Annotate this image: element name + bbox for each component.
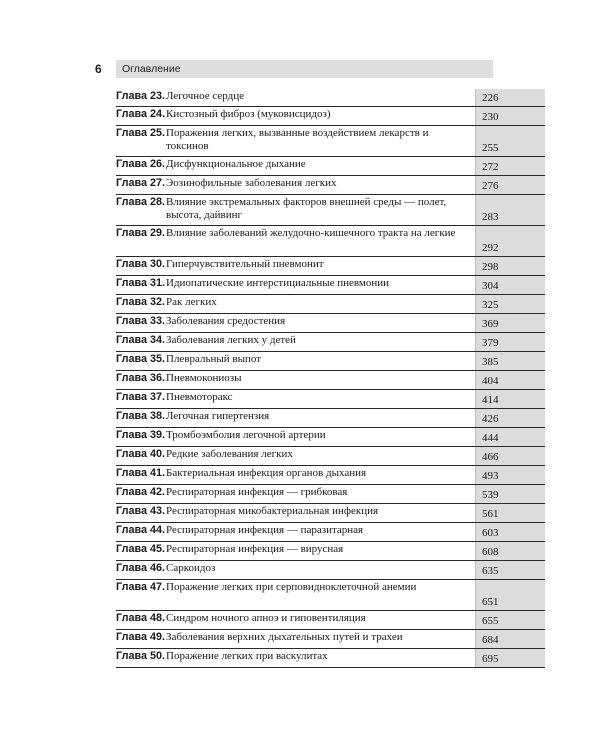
chapter-number: Глава 42. (116, 486, 165, 498)
page-ref: 539 (475, 485, 545, 503)
toc-entry (116, 428, 475, 446)
chapter-title: Поражения легких, вызванные воздействием лекарств и токсинов (166, 127, 429, 152)
page-ref: 226 (475, 89, 545, 106)
toc-entry (116, 276, 475, 294)
chapter-number: Глава 34. (116, 334, 165, 346)
chapter-title: Плевральный выпот (166, 353, 262, 365)
chapter-title: Саркоидоз (166, 562, 216, 574)
page-ref: 684 (475, 630, 545, 648)
chapter-title: Эозинофильные заболевания легких (166, 177, 337, 189)
chapter-number: Глава 35. (116, 353, 165, 365)
toc-entry (116, 611, 475, 629)
page-ref: 466 (475, 447, 545, 465)
chapter-title: Респираторная микобактериальная инфекция (166, 505, 379, 517)
toc-entry (116, 126, 475, 156)
chapter-title: Поражение легких при васкулитах (166, 650, 328, 662)
page-ref: 298 (475, 257, 545, 275)
toc-row[interactable] (116, 176, 545, 195)
toc-entry (116, 333, 475, 351)
toc-entry (116, 466, 475, 484)
toc-row[interactable] (116, 107, 545, 126)
chapter-title: Поражение легких при серповидноклеточной анемии (166, 581, 417, 593)
toc-entry (116, 390, 475, 408)
chapter-title: Заболевания верхних дыхательных путей и трахеи (166, 631, 403, 643)
toc-row[interactable] (116, 89, 545, 107)
chapter-number: Глава 33. (116, 315, 165, 327)
toc-row[interactable] (116, 257, 545, 276)
chapter-number: Глава 45. (116, 543, 165, 555)
toc-entry (116, 295, 475, 313)
chapter-number: Глава 36. (116, 372, 165, 384)
page-ref: 603 (475, 523, 545, 541)
page-ref: 292 (475, 226, 545, 256)
toc-entry (116, 630, 475, 648)
toc-row[interactable] (116, 447, 545, 466)
toc-row[interactable] (116, 630, 545, 649)
page-ref: 695 (475, 649, 545, 667)
table-of-contents (116, 89, 545, 668)
chapter-number: Глава 48. (116, 612, 165, 624)
toc-row[interactable] (116, 611, 545, 630)
toc-entry (116, 561, 475, 579)
toc-entry (116, 649, 475, 667)
toc-row[interactable] (116, 542, 545, 561)
toc-entry (116, 447, 475, 465)
toc-row[interactable] (116, 428, 545, 447)
toc-entry (116, 580, 475, 610)
page-ref: 426 (475, 409, 545, 427)
chapter-number: Глава 49. (116, 631, 165, 643)
page-ref: 379 (475, 333, 545, 351)
toc-row[interactable] (116, 561, 545, 580)
page-ref: 635 (475, 561, 545, 579)
chapter-title: Респираторная инфекция — грибковая (166, 486, 348, 498)
toc-row[interactable] (116, 485, 545, 504)
chapter-title: Редкие заболевания легких (166, 448, 293, 460)
toc-entry (116, 314, 475, 332)
toc-row[interactable] (116, 157, 545, 176)
page-ref: 444 (475, 428, 545, 446)
page-number: 6 (95, 62, 102, 76)
chapter-number: Глава 38. (116, 410, 165, 422)
toc-entry (116, 257, 475, 275)
toc-row[interactable] (116, 649, 545, 668)
page-ref: 561 (475, 504, 545, 522)
chapter-number: Глава 28. (116, 196, 165, 208)
toc-entry (116, 352, 475, 370)
chapter-number: Глава 46. (116, 562, 165, 574)
page-ref: 404 (475, 371, 545, 389)
toc-row[interactable] (116, 580, 545, 611)
page-ref: 655 (475, 611, 545, 629)
toc-row[interactable] (116, 226, 545, 257)
toc-row[interactable] (116, 295, 545, 314)
chapter-title: Влияние заболеваний желудочно-кишечного тракта на легкие (166, 227, 456, 239)
chapter-number: Глава 30. (116, 258, 165, 270)
chapter-title: Рак легких (166, 296, 217, 308)
chapter-number: Глава 37. (116, 391, 165, 403)
page-ref: 304 (475, 276, 545, 294)
toc-row[interactable] (116, 195, 545, 226)
chapter-number: Глава 31. (116, 277, 165, 289)
chapter-title: Влияние экстремальных факторов внешней среды — полет, высота, дайвинг (166, 196, 447, 221)
toc-entry (116, 523, 475, 541)
chapter-number: Глава 41. (116, 467, 165, 479)
toc-entry (116, 195, 475, 225)
chapter-title: Тромбоэмболия легочной артерии (166, 429, 326, 441)
chapter-title: Легочное сердце (166, 90, 245, 102)
toc-row[interactable] (116, 409, 545, 428)
chapter-number: Глава 32. (116, 296, 165, 308)
chapter-number: Глава 24. (116, 108, 165, 120)
chapter-title: Респираторная инфекция — паразитарная (166, 524, 364, 536)
chapter-number: Глава 29. (116, 227, 165, 239)
page-ref: 230 (475, 107, 545, 125)
page-ref: 272 (475, 157, 545, 175)
chapter-title: Синдром ночного апноэ и гиповентиляция (166, 612, 366, 624)
toc-entry (116, 542, 475, 560)
page-ref: 276 (475, 176, 545, 194)
chapter-title: Легочная гипертензия (166, 410, 270, 422)
page-ref: 608 (475, 542, 545, 560)
chapter-title: Дисфункциональное дыхание (166, 158, 306, 170)
page-ref: 369 (475, 314, 545, 332)
page-ref: 651 (475, 580, 545, 610)
chapter-title: Пневмоторакс (166, 391, 233, 403)
toc-row[interactable] (116, 390, 545, 409)
page-ref: 414 (475, 390, 545, 408)
toc-entry (116, 226, 475, 256)
chapter-title: Заболевания средостения (166, 315, 286, 327)
toc-row[interactable] (116, 333, 545, 352)
toc-entry (116, 89, 475, 106)
toc-entry (116, 409, 475, 427)
chapter-number: Глава 43. (116, 505, 165, 517)
chapter-title: Пневмокониозы (166, 372, 242, 384)
chapter-number: Глава 44. (116, 524, 165, 536)
chapter-number: Глава 27. (116, 177, 165, 189)
chapter-number: Глава 39. (116, 429, 165, 441)
toc-entry (116, 157, 475, 175)
chapter-title: Заболевания легких у детей (166, 334, 296, 346)
chapter-number: Глава 26. (116, 158, 165, 170)
toc-row[interactable] (116, 371, 545, 390)
page-ref: 255 (475, 126, 545, 156)
toc-row[interactable] (116, 314, 545, 333)
toc-row[interactable] (116, 504, 545, 523)
page-ref: 385 (475, 352, 545, 370)
toc-row[interactable] (116, 523, 545, 542)
page-ref: 283 (475, 195, 545, 225)
page-ref: 493 (475, 466, 545, 484)
page-ref: 325 (475, 295, 545, 313)
toc-entry (116, 107, 475, 125)
toc-entry (116, 504, 475, 522)
toc-entry (116, 485, 475, 503)
chapter-number: Глава 50. (116, 650, 165, 662)
chapter-title: Кистозный фиброз (муковисцидоз) (166, 108, 331, 120)
toc-row[interactable] (116, 352, 545, 371)
running-header: Оглавление (116, 60, 493, 78)
chapter-number: Глава 23. (116, 90, 165, 102)
toc-entry (116, 371, 475, 389)
toc-entry (116, 176, 475, 194)
toc-row[interactable] (116, 466, 545, 485)
chapter-title: Бактериальная инфекция органов дыхания (166, 467, 367, 479)
chapter-number: Глава 25. (116, 127, 165, 139)
chapter-number: Глава 40. (116, 448, 165, 460)
toc-row[interactable] (116, 276, 545, 295)
chapter-title: Респираторная инфекция — вирусная (166, 543, 344, 555)
chapter-title: Гиперчувствительный пневмонит (166, 258, 324, 270)
chapter-title: Идиопатические интерстициальные пневмонии (166, 277, 390, 289)
chapter-number: Глава 47. (116, 581, 165, 593)
toc-row[interactable] (116, 126, 545, 157)
